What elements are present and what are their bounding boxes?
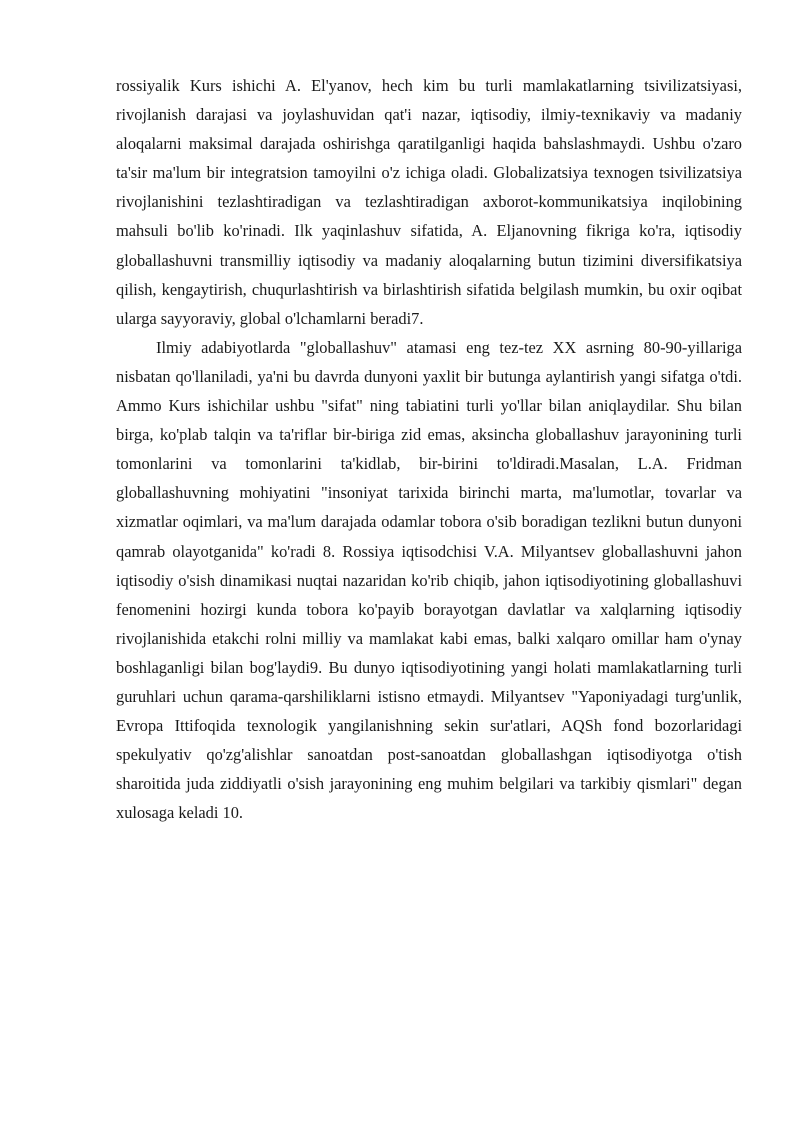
- paragraph-2: Ilmiy adabiyotlarda "globallashuv" atamasi eng tez-tez XX asrning 80-90-yillariga nisbatan qo'llaniladi, ya'ni bu davrda dunyoni yaxlit bir butunga aylantirish yangi sifatga o'tdi. Ammo Kurs ishichilar ushbu "sifat" ning tabiatini turli yo'llar bilan aniqlaydilar. Shu bilan birga, ko'plab talqin va ta'riflar bir-biriga zid emas, aksincha globallashuv jarayonining turli tomonlarini va tomonlarini ta'kidlab, bir-birini to'ldiradi.Masalan, L.A. Fridman globallashuvning mohiyatini "insoniyat tarixida birinchi marta, ma'lumotlar, tovarlar va xizmatlar oqimlari, va ma'lum darajada odamlar tobora o'sib boradigan tezlikni butun dunyoni qamrab olayotganida" ko'radi 8. Rossiya iqtisodchisi V.A. Milyantsev globallashuvni jahon iqtisodiy o'sish dinamikasi nuqtai nazaridan ko'rib chiqib, jahon iqtisodiyotining globallashuvi fenomenini hozirgi kunda tobora ko'payib borayotgan davlatlar va xalqlarning iqtisodiy rivojlanishida etakchi rolni milliy va mamlakat kabi emas, balki xalqaro omillar ham o'ynay boshlaganligi bilan bog'laydi9. Bu dunyo iqtisodiyotining yangi holati mamlakatlarning turli guruhlari uchun qarama-qarshiliklarni istisno etmaydi. Milyantsev "Yaponiyadagi turg'unlik, Evropa Ittifoqida texnologik yangilanishning sekin sur'atlari, AQSh fond bozorlaridagi spekulyativ qo'zg'alishlar sanoatdan post-sanoatdan globallashgan iqtisodiyotga o'tish sharoitida juda ziddiyatli o'sish jarayonining eng muhim belgilari va tarkibiy qismlari" degan xulosaga keladi 10.: [116, 337, 742, 823]
- paragraph-1: rossiyalik Kurs ishichi A. El'yanov, hech kim bu turli mamlakatlarning tsivilizatsiyasi, rivojlanish darajasi va joylashuvidan qat'i nazar, iqtisodiy, ilmiy-texnikaviy va madaniy aloqalarni maksimal darajada oshirishga qaratilganligi haqida bahslashmaydi. Ushbu o'zaro ta'sir ma'lum bir integratsion tamoyilni o'z ichiga oladi. Globalizatsiya texnogen tsivilizatsiya rivojlanishini tezlashtiradigan va tezlashtiradigan axborot-kommunikatsiya inqilobining mahsuli bo'lib ko'rinadi. Ilk yaqinlashuv sifatida, A. Eljanovning fikriga ko'ra, iqtisodiy globallashuvni transmilliy iqtisodiy va madaniy aloqalarning butun tizimini diversifikatsiya qilish, kengaytirish, chuqurlashtirish va birlashtirish sifatida belgilash mumkin, bu oxir oqibat ularga sayyoraviy, global o'lchamlarni beradi7.: [116, 76, 742, 328]
- document-page: [116, 71, 742, 827]
